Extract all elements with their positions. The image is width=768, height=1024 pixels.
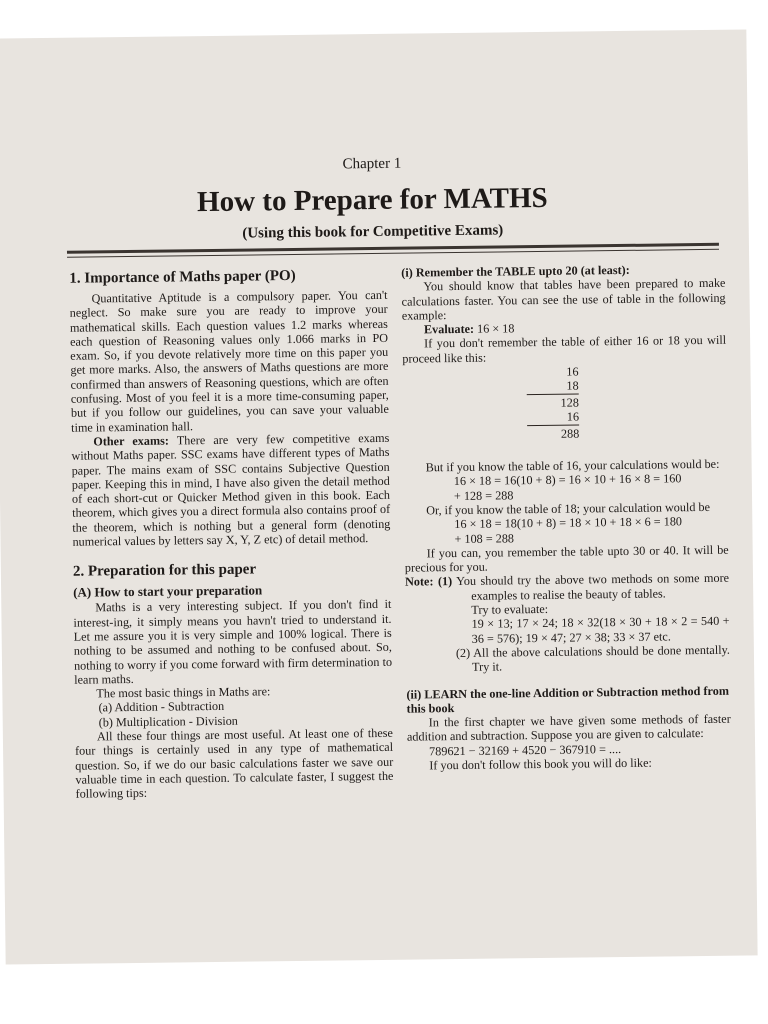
calc-row: 16 [566,364,579,379]
chapter-label: Chapter 1 [342,155,402,173]
calc-row: 288 [560,426,580,441]
paragraph: Or, if you know the table of 18; your calculation would be [426,499,711,518]
paragraph: But if you know the table of 16, your calculations would be: [425,456,720,475]
note-examples: 19 × 13; 17 × 24; 18 × 32(18 × 30 + 18 × 2 = 540 + 36 = 576); 19 × 47; 27 × 38; 33 × 37 etc. [471,614,730,646]
section-heading-preparation: 2. Preparation for this paper [72,561,257,581]
tip-heading-table: (i) Remember the TABLE upto 20 (at least): [401,262,630,280]
evaluate-expression: 16 × 18 [473,321,515,336]
section-heading-importance: 1. Importance of Maths paper (PO) [69,267,296,287]
paragraph: Quantitative Aptitude is a compulsory paper. You can't neglect. So make sure you are ready to improve your mathematical skills. Each question values 1.2 marks whereas each question of Reasoning values only 1.066 marks in PO exam. So, if you devote relatively more time on this paper you get more marks. Also, the answers of Maths questions are more confirmed than answers of Reasoning questions, which are often confusing. Most of you feel it is a more time-consuming paper, but if you follow our guidelines, you can save your valuable time in examination hall. [69,287,390,435]
left-column [69,266,393,801]
paragraph: Maths is a very interesting subject. If you don't find it interest-ing, it simply means you havn't tried to understand it. Let me assure you it is very simple and 100% logical. There is nothing to be assumed and nothing to be confused about. So, nothing to worry if you come forward with firm determination to learn maths. [73,597,393,687]
calc-row: 18 [566,378,579,393]
paragraph: If you can, you remember the table upto 30 or 40. It will be precious for you. [404,542,729,575]
paragraph: You should know that tables have been prepared to make calculations faster. You can see the use of table in the following example: [401,276,726,323]
book-page [0,29,758,964]
note-try: Try to evaluate: [471,601,549,617]
equation-line: + 108 = 288 [454,530,515,546]
calc-row: 16 [566,409,580,424]
paragraph-other-exams [71,431,390,549]
paragraph: In the first chapter we have given some methods of faster addition and subtraction. Suppose you are given to calculate: [406,711,731,745]
calc-row: 128 [560,395,579,410]
subsection-heading: (A) How to start your preparation [73,582,263,601]
paragraph: All these four things are most useful. At least one of these four things is certainly used in any type of mathematical question. So, if we do our basic calculations faster we save our valuable time in each question. To calculate faster, I suggest the following tips: [74,725,394,801]
note-text: You should try the above two methods on some more examples to realise the beauty of tables. [452,571,730,603]
expression-line: 789621 − 32169 + 4520 − 367910 = .... [429,741,622,759]
equation-line: 16 × 18 = 16(10 + 8) = 16 × 10 + 16 × 8 = 160 [453,471,682,489]
note-label: Note: (1) [404,574,453,590]
paragraph: The most basic things in Maths are: [96,684,271,701]
evaluate-label: Evaluate: [423,321,475,337]
inline-label: Other exams: [93,433,169,449]
chapter-subtitle: (Using this book for Competitive Exams) [242,222,504,242]
equation-line: + 128 = 288 [453,487,514,503]
equation-line: 16 × 18 = 18(10 + 8) = 18 × 10 + 18 × 6 = 180 [454,514,683,532]
multiplication-working [526,365,579,442]
paragraph: If you don't follow this book you will do like: [429,755,652,773]
paragraph-text: There are very few competitive exams without Maths paper. SSC exams have different types of Maths paper. The mains exam of SSC contains Subjective Question paper. Keeping this in mind, I have also given the detail method of each short-cut or Quicker Method given in this book. Each theorem, which gives you a direct formula also contains proof of the theorem, which is nothing but a general form (denoting numerical values by letters say X, Y, Z etc) of detail method. [71,430,391,549]
chapter-title: How to Prepare for MATHS [196,181,548,219]
note-2: (2) All the above calculations should be done mentally. Try it. [455,642,730,675]
list-item: (a) Addition - Subtraction [98,699,225,715]
paragraph: If you don't remember the table of either 16 or 18 you will proceed like this: [402,333,727,366]
tip-heading-addition: (ii) LEARN the one-line Addition or Subtraction method from this book [406,683,730,716]
list-item: (b) Multiplication - Division [98,713,238,730]
right-column [401,262,731,773]
note-1 [405,571,729,604]
